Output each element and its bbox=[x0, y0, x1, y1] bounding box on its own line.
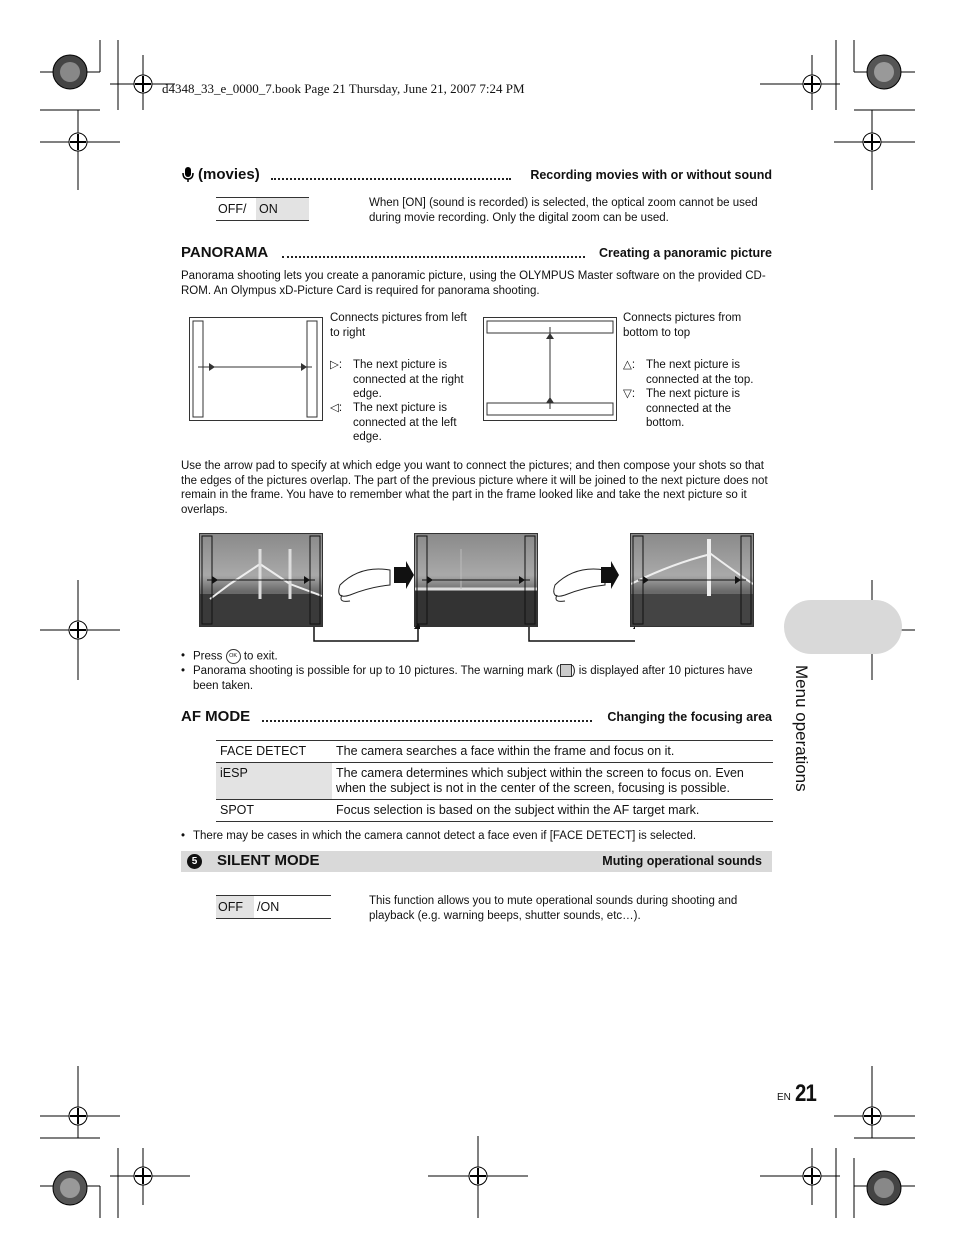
option-on: ON bbox=[259, 202, 278, 216]
side-tab-label: Menu operations bbox=[792, 665, 811, 792]
table-row bbox=[216, 763, 773, 800]
bullet-limit-text: Panorama shooting is possible for up to 10 pictures. The warning mark ( bbox=[193, 665, 560, 677]
leader-dots bbox=[282, 256, 585, 258]
panorama-photo-2 bbox=[414, 533, 538, 627]
movies-title: (movies) bbox=[198, 166, 260, 183]
panorama-photo-3 bbox=[630, 533, 754, 627]
panorama-body: Use the arrow pad to specify at which edge you want to connect the pictures; and then compose your shots so that the edges of the pictures overlap. The part of the previous picture where it will be joined to the next picture does not remain in the frame. You have to remember what the part in the frame looked like and take the next picture so it overlaps. bbox=[181, 460, 768, 516]
arrow-right-icon: ▷: bbox=[330, 359, 343, 371]
ok-button-icon: OK bbox=[226, 649, 241, 664]
bullet-exit-post: to exit. bbox=[243, 650, 278, 663]
bullet-exit-pre: Press bbox=[193, 650, 223, 663]
panorama-subtitle: Creating a panoramic picture bbox=[599, 246, 772, 260]
table-row bbox=[216, 741, 773, 763]
af-mode-subtitle: Changing the focusing area bbox=[607, 710, 772, 724]
panorama-photo-1 bbox=[199, 533, 323, 627]
page-number: 21 bbox=[795, 1080, 816, 1107]
arrow-down-icon: ▽: bbox=[623, 388, 636, 400]
silent-mode-title: SILENT MODE bbox=[217, 852, 320, 869]
diagram-lr-caption: Connects pictures from left to right bbox=[330, 312, 467, 339]
option-on: /ON bbox=[257, 900, 280, 914]
movies-options bbox=[216, 197, 309, 221]
diagram-lr-item-right: The next picture is connected at the right edge. bbox=[353, 359, 464, 400]
side-tab-label-wrap bbox=[787, 665, 811, 800]
bullet-dot: • bbox=[181, 650, 186, 662]
diagram-lr-item-left: The next picture is connected at the left edge. bbox=[353, 402, 457, 443]
af-option-name: SPOT bbox=[216, 800, 332, 822]
bullet-exit bbox=[193, 649, 278, 664]
leader-dots bbox=[262, 720, 592, 722]
silent-mode-description: This function allows you to mute operational sounds during shooting and playback (e.g. warning beeps, shutter sounds, etc…). bbox=[369, 895, 738, 922]
af-mode-title: AF MODE bbox=[181, 708, 251, 725]
bullet-dot: • bbox=[181, 665, 186, 677]
diagram-bt-item-bottom: The next picture is connected at the bottom. bbox=[646, 388, 740, 429]
af-option-name: FACE DETECT bbox=[216, 741, 332, 763]
panorama-intro: Panorama shooting lets you create a panoramic picture, using the OLYMPUS Master software on the provided CD-ROM. An Olympus xD-Picture Card is required for panorama shooting. bbox=[181, 270, 766, 297]
bullet-limit-post: ) is displayed after 10 pictures have been taken. bbox=[193, 665, 753, 692]
leader-dots bbox=[271, 178, 511, 180]
bullet-dot: • bbox=[181, 830, 186, 842]
bullet-limit bbox=[193, 664, 773, 693]
af-mode-table bbox=[216, 740, 773, 822]
print-header: d4348_33_e_0000_7.book Page 21 Thursday, June 21, 2007 7:24 PM bbox=[162, 81, 525, 96]
movies-subtitle: Recording movies with or without sound bbox=[530, 168, 772, 182]
af-option-name: iESP bbox=[216, 763, 332, 800]
silent-mode-header bbox=[181, 851, 772, 872]
hand-press-right-icon bbox=[310, 555, 420, 645]
diagram-bt-caption: Connects pictures from bottom to top bbox=[623, 312, 742, 339]
footer-lang: EN bbox=[777, 1092, 791, 1103]
af-mode-note: There may be cases in which the camera cannot detect a face even if [FACE DETECT] is selected. bbox=[193, 830, 697, 842]
af-option-desc: The camera determines which subject within the screen to focus on. Even when the subject is not in the center of the screen, focusing is possible. bbox=[332, 763, 773, 800]
panorama-title: PANORAMA bbox=[181, 244, 269, 261]
af-option-desc: The camera searches a face within the frame and focus on it. bbox=[332, 741, 773, 763]
movies-description: When [ON] (sound is recorded) is selected, the optical zoom cannot be used during movie recording. Only the digital zoom can be used. bbox=[369, 197, 758, 224]
warning-mark-icon bbox=[560, 664, 572, 677]
arrow-up-icon: △: bbox=[623, 359, 636, 371]
step-number-badge: 5 bbox=[187, 854, 202, 869]
option-off: OFF bbox=[218, 900, 243, 914]
silent-mode-options bbox=[216, 895, 331, 919]
table-row bbox=[216, 800, 773, 822]
hand-press-right-icon bbox=[525, 555, 635, 645]
diagram-left-right bbox=[189, 317, 323, 426]
option-off: OFF/ bbox=[218, 202, 247, 216]
af-option-desc: Focus selection is based on the subject within the AF target mark. bbox=[332, 800, 773, 822]
diagram-bt-item-top: The next picture is connected at the top. bbox=[646, 359, 754, 386]
silent-mode-subtitle: Muting operational sounds bbox=[602, 854, 762, 868]
side-tab bbox=[784, 600, 902, 654]
diagram-bottom-top bbox=[483, 317, 617, 426]
microphone-icon bbox=[181, 166, 195, 188]
arrow-left-icon: ◁: bbox=[330, 402, 343, 414]
